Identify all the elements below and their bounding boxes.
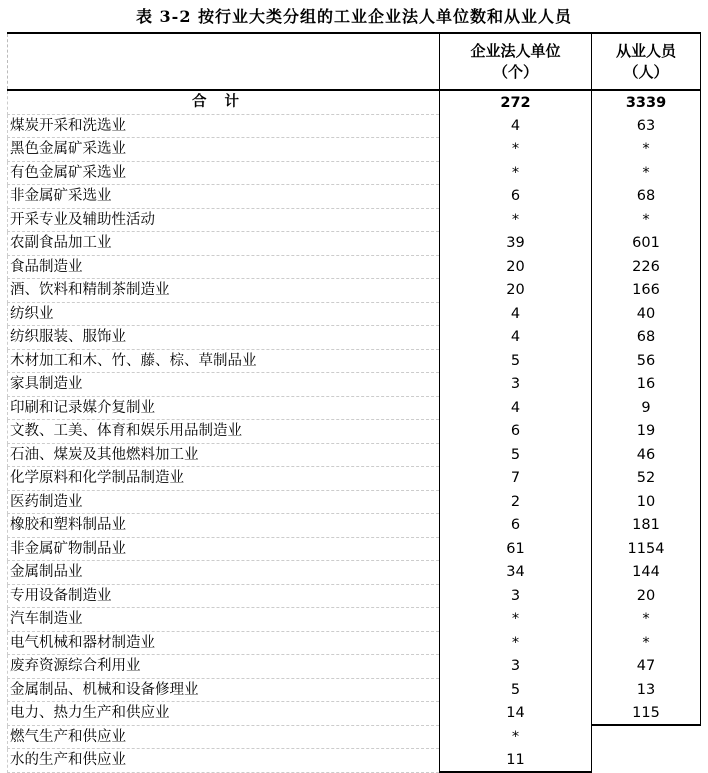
row-staff: 46 xyxy=(592,443,701,467)
row-staff: 144 xyxy=(592,561,701,585)
table-row xyxy=(8,326,701,350)
row-industry-name: 金属制品、机械和设备修理业 xyxy=(8,678,440,702)
table-row xyxy=(8,161,701,185)
row-staff: 68 xyxy=(592,185,701,209)
row-units: * xyxy=(440,161,592,185)
row-units: 4 xyxy=(440,396,592,420)
row-industry-name: 印刷和记录媒介复制业 xyxy=(8,396,440,420)
row-units: * xyxy=(440,608,592,632)
total-label: 合计 xyxy=(8,90,440,114)
table-row xyxy=(8,185,701,209)
table-row xyxy=(8,725,701,749)
table-row xyxy=(8,537,701,561)
row-units: 39 xyxy=(440,232,592,256)
row-staff: * xyxy=(592,161,701,185)
table-row xyxy=(8,749,701,773)
row-industry-name: 开采专业及辅助性活动 xyxy=(8,208,440,232)
row-industry-name: 黑色金属矿采选业 xyxy=(8,138,440,162)
row-staff: * xyxy=(592,608,701,632)
header-staff-unit: （人） xyxy=(623,62,669,81)
row-units: 4 xyxy=(440,326,592,350)
row-industry-name: 电力、热力生产和供应业 xyxy=(8,702,440,726)
table-row xyxy=(8,373,701,397)
row-staff: 9 xyxy=(592,396,701,420)
row-units: 2 xyxy=(440,490,592,514)
row-units: * xyxy=(440,208,592,232)
row-industry-name: 石油、煤炭及其他燃料加工业 xyxy=(8,443,440,467)
table-row xyxy=(8,138,701,162)
table-row xyxy=(8,561,701,585)
table-row xyxy=(8,208,701,232)
table-row xyxy=(8,396,701,420)
table-row xyxy=(8,349,701,373)
table-row xyxy=(8,232,701,256)
row-industry-name: 橡胶和塑料制品业 xyxy=(8,514,440,538)
header-units-label: 企业法人单位 xyxy=(470,41,561,60)
row-industry-name: 非金属矿物制品业 xyxy=(8,537,440,561)
table-row xyxy=(8,608,701,632)
row-staff: 19 xyxy=(592,420,701,444)
row-industry-name: 电气机械和器材制造业 xyxy=(8,631,440,655)
row-industry-name: 燃气生产和供应业 xyxy=(8,725,440,749)
row-staff: 40 xyxy=(592,302,701,326)
row-industry-name: 水的生产和供应业 xyxy=(8,749,440,773)
row-units: 6 xyxy=(440,185,592,209)
row-staff: 1154 xyxy=(592,537,701,561)
table-row xyxy=(8,514,701,538)
row-staff: 115 xyxy=(592,702,701,726)
row-units: 3 xyxy=(440,655,592,679)
row-industry-name: 纺织业 xyxy=(8,302,440,326)
row-industry-name: 医药制造业 xyxy=(8,490,440,514)
table-row xyxy=(8,631,701,655)
row-industry-name: 煤炭开采和洗选业 xyxy=(8,114,440,138)
row-units: 20 xyxy=(440,279,592,303)
row-units: 6 xyxy=(440,514,592,538)
row-units: 11 xyxy=(440,749,592,773)
total-row xyxy=(8,90,701,114)
total-units: 272 xyxy=(440,90,592,114)
table-row xyxy=(8,678,701,702)
total-staff: 3339 xyxy=(592,90,701,114)
row-staff: 10 xyxy=(592,490,701,514)
table-row xyxy=(8,443,701,467)
row-units: 61 xyxy=(440,537,592,561)
row-industry-name: 食品制造业 xyxy=(8,255,440,279)
row-industry-name: 木材加工和木、竹、藤、棕、草制品业 xyxy=(8,349,440,373)
row-staff: 166 xyxy=(592,279,701,303)
row-units: * xyxy=(440,138,592,162)
row-units: 3 xyxy=(440,584,592,608)
row-industry-name: 汽车制造业 xyxy=(8,608,440,632)
row-staff: * xyxy=(592,208,701,232)
row-staff xyxy=(592,725,701,749)
row-units: 5 xyxy=(440,443,592,467)
row-staff: 63 xyxy=(592,114,701,138)
header-staff-label: 从业人员 xyxy=(615,41,676,60)
row-staff xyxy=(592,749,701,773)
header-name xyxy=(8,33,440,90)
row-units: * xyxy=(440,725,592,749)
row-units: 4 xyxy=(440,114,592,138)
table-row xyxy=(8,302,701,326)
row-staff: * xyxy=(592,631,701,655)
row-industry-name: 化学原料和化学制品制造业 xyxy=(8,467,440,491)
table-row xyxy=(8,702,701,726)
row-units: 20 xyxy=(440,255,592,279)
row-industry-name: 有色金属矿采选业 xyxy=(8,161,440,185)
row-units: 3 xyxy=(440,373,592,397)
row-units: 34 xyxy=(440,561,592,585)
row-units: 7 xyxy=(440,467,592,491)
table-row xyxy=(8,584,701,608)
row-units: 14 xyxy=(440,702,592,726)
table-row xyxy=(8,467,701,491)
row-staff: 68 xyxy=(592,326,701,350)
row-staff: 181 xyxy=(592,514,701,538)
row-staff: 52 xyxy=(592,467,701,491)
row-industry-name: 文教、工美、体育和娱乐用品制造业 xyxy=(8,420,440,444)
row-industry-name: 家具制造业 xyxy=(8,373,440,397)
row-staff: 20 xyxy=(592,584,701,608)
header-row xyxy=(8,33,701,90)
industry-table xyxy=(7,32,701,773)
row-staff: * xyxy=(592,138,701,162)
table-row xyxy=(8,255,701,279)
row-staff: 56 xyxy=(592,349,701,373)
header-units-unit: （个） xyxy=(492,62,538,81)
row-staff: 13 xyxy=(592,678,701,702)
table-row xyxy=(8,655,701,679)
row-industry-name: 专用设备制造业 xyxy=(8,584,440,608)
row-staff: 601 xyxy=(592,232,701,256)
row-units: 4 xyxy=(440,302,592,326)
row-units: * xyxy=(440,631,592,655)
row-staff: 16 xyxy=(592,373,701,397)
header-units xyxy=(440,33,592,90)
row-industry-name: 农副食品加工业 xyxy=(8,232,440,256)
row-units: 5 xyxy=(440,678,592,702)
row-staff: 47 xyxy=(592,655,701,679)
row-staff: 226 xyxy=(592,255,701,279)
row-industry-name: 酒、饮料和精制茶制造业 xyxy=(8,279,440,303)
table-row xyxy=(8,490,701,514)
row-industry-name: 纺织服装、服饰业 xyxy=(8,326,440,350)
table-title: 表 3-2 按行业大类分组的工业企业法人单位数和从业人员 xyxy=(135,7,573,26)
row-industry-name: 废弃资源综合利用业 xyxy=(8,655,440,679)
row-industry-name: 非金属矿采选业 xyxy=(8,185,440,209)
table-row xyxy=(8,420,701,444)
table-row xyxy=(8,279,701,303)
header-staff xyxy=(592,33,701,90)
row-industry-name: 金属制品业 xyxy=(8,561,440,585)
row-units: 6 xyxy=(440,420,592,444)
row-units: 5 xyxy=(440,349,592,373)
table-row xyxy=(8,114,701,138)
